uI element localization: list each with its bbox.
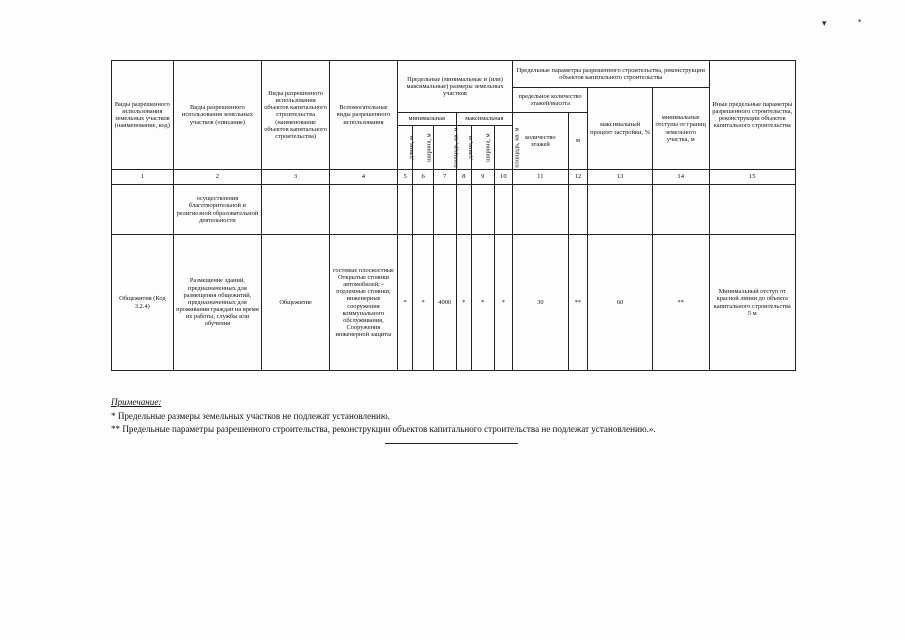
header-maximal: максимальная: [456, 113, 513, 126]
table-cell: [433, 185, 456, 235]
table-row-continuation: [112, 185, 796, 235]
table-row-dormitories: [112, 235, 796, 371]
header-col-11: количество этажей: [513, 113, 569, 170]
header-build-params-group: Предельные параметры разрешенного строительства, реконструкции объектов капитального строительства: [513, 61, 709, 88]
row-max-length: *: [456, 235, 471, 371]
column-number: 3: [262, 170, 330, 185]
header-col-3: Виды разрешенного использования объектов капитального строительства (наименование объектов капитального строительства): [262, 61, 330, 170]
table-cell: [652, 185, 709, 235]
header-col-12: м: [568, 113, 588, 170]
continuation-description: осуществления благотворительной и религиозной образовательной деятельности: [173, 185, 261, 235]
header-plot-size-group: Предельные (минимальные и (или) максимальные) размеры земельных участков: [397, 61, 512, 113]
header-col-4: Вспомогательные виды разрешенного использования: [330, 61, 398, 170]
column-number-row: [112, 170, 796, 185]
table-cell: [112, 185, 174, 235]
column-number: 11: [513, 170, 569, 185]
header-col-6: ширина, м: [413, 126, 434, 170]
note-line-2: ** Предельные параметры разрешенного строительства, реконструкции объектов капитального строительства не подлежат установлению.».: [111, 424, 656, 434]
header-col-2: Виды разрешенного использования земельных участков (описание): [173, 61, 261, 170]
row-coverage: 60: [588, 235, 653, 371]
header-col-1: Виды разрешенного использования земельных участков (наименование, код): [112, 61, 174, 170]
table-cell: [513, 185, 569, 235]
row-min-area: 4000: [433, 235, 456, 371]
column-number: 1: [112, 170, 174, 185]
header-col-7: площадь, кв. м: [433, 126, 456, 170]
table-cell: [262, 185, 330, 235]
table-cell: [456, 185, 471, 235]
row-auxiliary: гостевые плоскостные Открытые стоянки автомобилей; - подземные стоянки; инженерные сооружения коммунального обслуживания, Сооружения инженерной защиты: [330, 235, 398, 371]
header-minimal: минимальная: [397, 113, 456, 126]
table-cell: [588, 185, 653, 235]
column-number: 12: [568, 170, 588, 185]
scan-artifact: •: [858, 16, 862, 26]
column-number: 4: [330, 170, 398, 185]
row-max-width: *: [471, 235, 494, 371]
header-row-1: [112, 61, 796, 88]
header-col-14: минимальные отступы от границ земельного участка, м: [652, 88, 709, 170]
table-cell: [709, 185, 796, 235]
table-cell: [413, 185, 434, 235]
row-max-area: *: [494, 235, 513, 371]
column-number: 13: [588, 170, 653, 185]
column-number: 2: [173, 170, 261, 185]
column-number: 8: [456, 170, 471, 185]
column-number: 15: [709, 170, 796, 185]
header-col-13: максимальный процент застройки, %: [588, 88, 653, 170]
closing-rule: [385, 443, 518, 444]
row-min-width: *: [413, 235, 434, 371]
row-description: Размещение зданий, предназначенных для размещения общежитий, предназначенных для проживания граждан на время их работы, службы или обучения: [173, 235, 261, 371]
row-other: Минимальный отступ от красной линии до объекта капитального строительства 5 м: [709, 235, 796, 371]
header-col-5: длина, м: [397, 126, 412, 170]
column-number: 14: [652, 170, 709, 185]
header-col-8: длина, м: [456, 126, 471, 170]
column-number: 10: [494, 170, 513, 185]
table-cell: [397, 185, 412, 235]
column-number: 9: [471, 170, 494, 185]
row-floors: 30: [513, 235, 569, 371]
table-cell: [471, 185, 494, 235]
row-height: **: [568, 235, 588, 371]
row-min-length: *: [397, 235, 412, 371]
row-object: Общежитие: [262, 235, 330, 371]
header-col-9: ширина, м: [471, 126, 494, 170]
table-cell: [494, 185, 513, 235]
notes-title: Примечание:: [111, 397, 162, 407]
column-number: 5: [397, 170, 412, 185]
notes-block: [111, 396, 656, 437]
note-line-1: * Предельные размеры земельных участков не подлежат установлению.: [111, 410, 390, 421]
row-name: Общежития (Код 3.2.4): [112, 235, 174, 371]
table-cell: [568, 185, 588, 235]
land-use-table: [111, 60, 796, 371]
header-col-10: площадь, кв. м: [494, 126, 513, 170]
column-number: 6: [413, 170, 434, 185]
column-number: 7: [433, 170, 456, 185]
scan-artifact: ▾: [822, 18, 827, 28]
row-setback: **: [652, 235, 709, 371]
header-floors-group: предельное количество этажей/высота: [513, 88, 588, 113]
table-cell: [330, 185, 398, 235]
header-col-15: Иные предельные параметры разрешенного строительства, реконструкции объектов капитального строительства: [709, 61, 796, 170]
